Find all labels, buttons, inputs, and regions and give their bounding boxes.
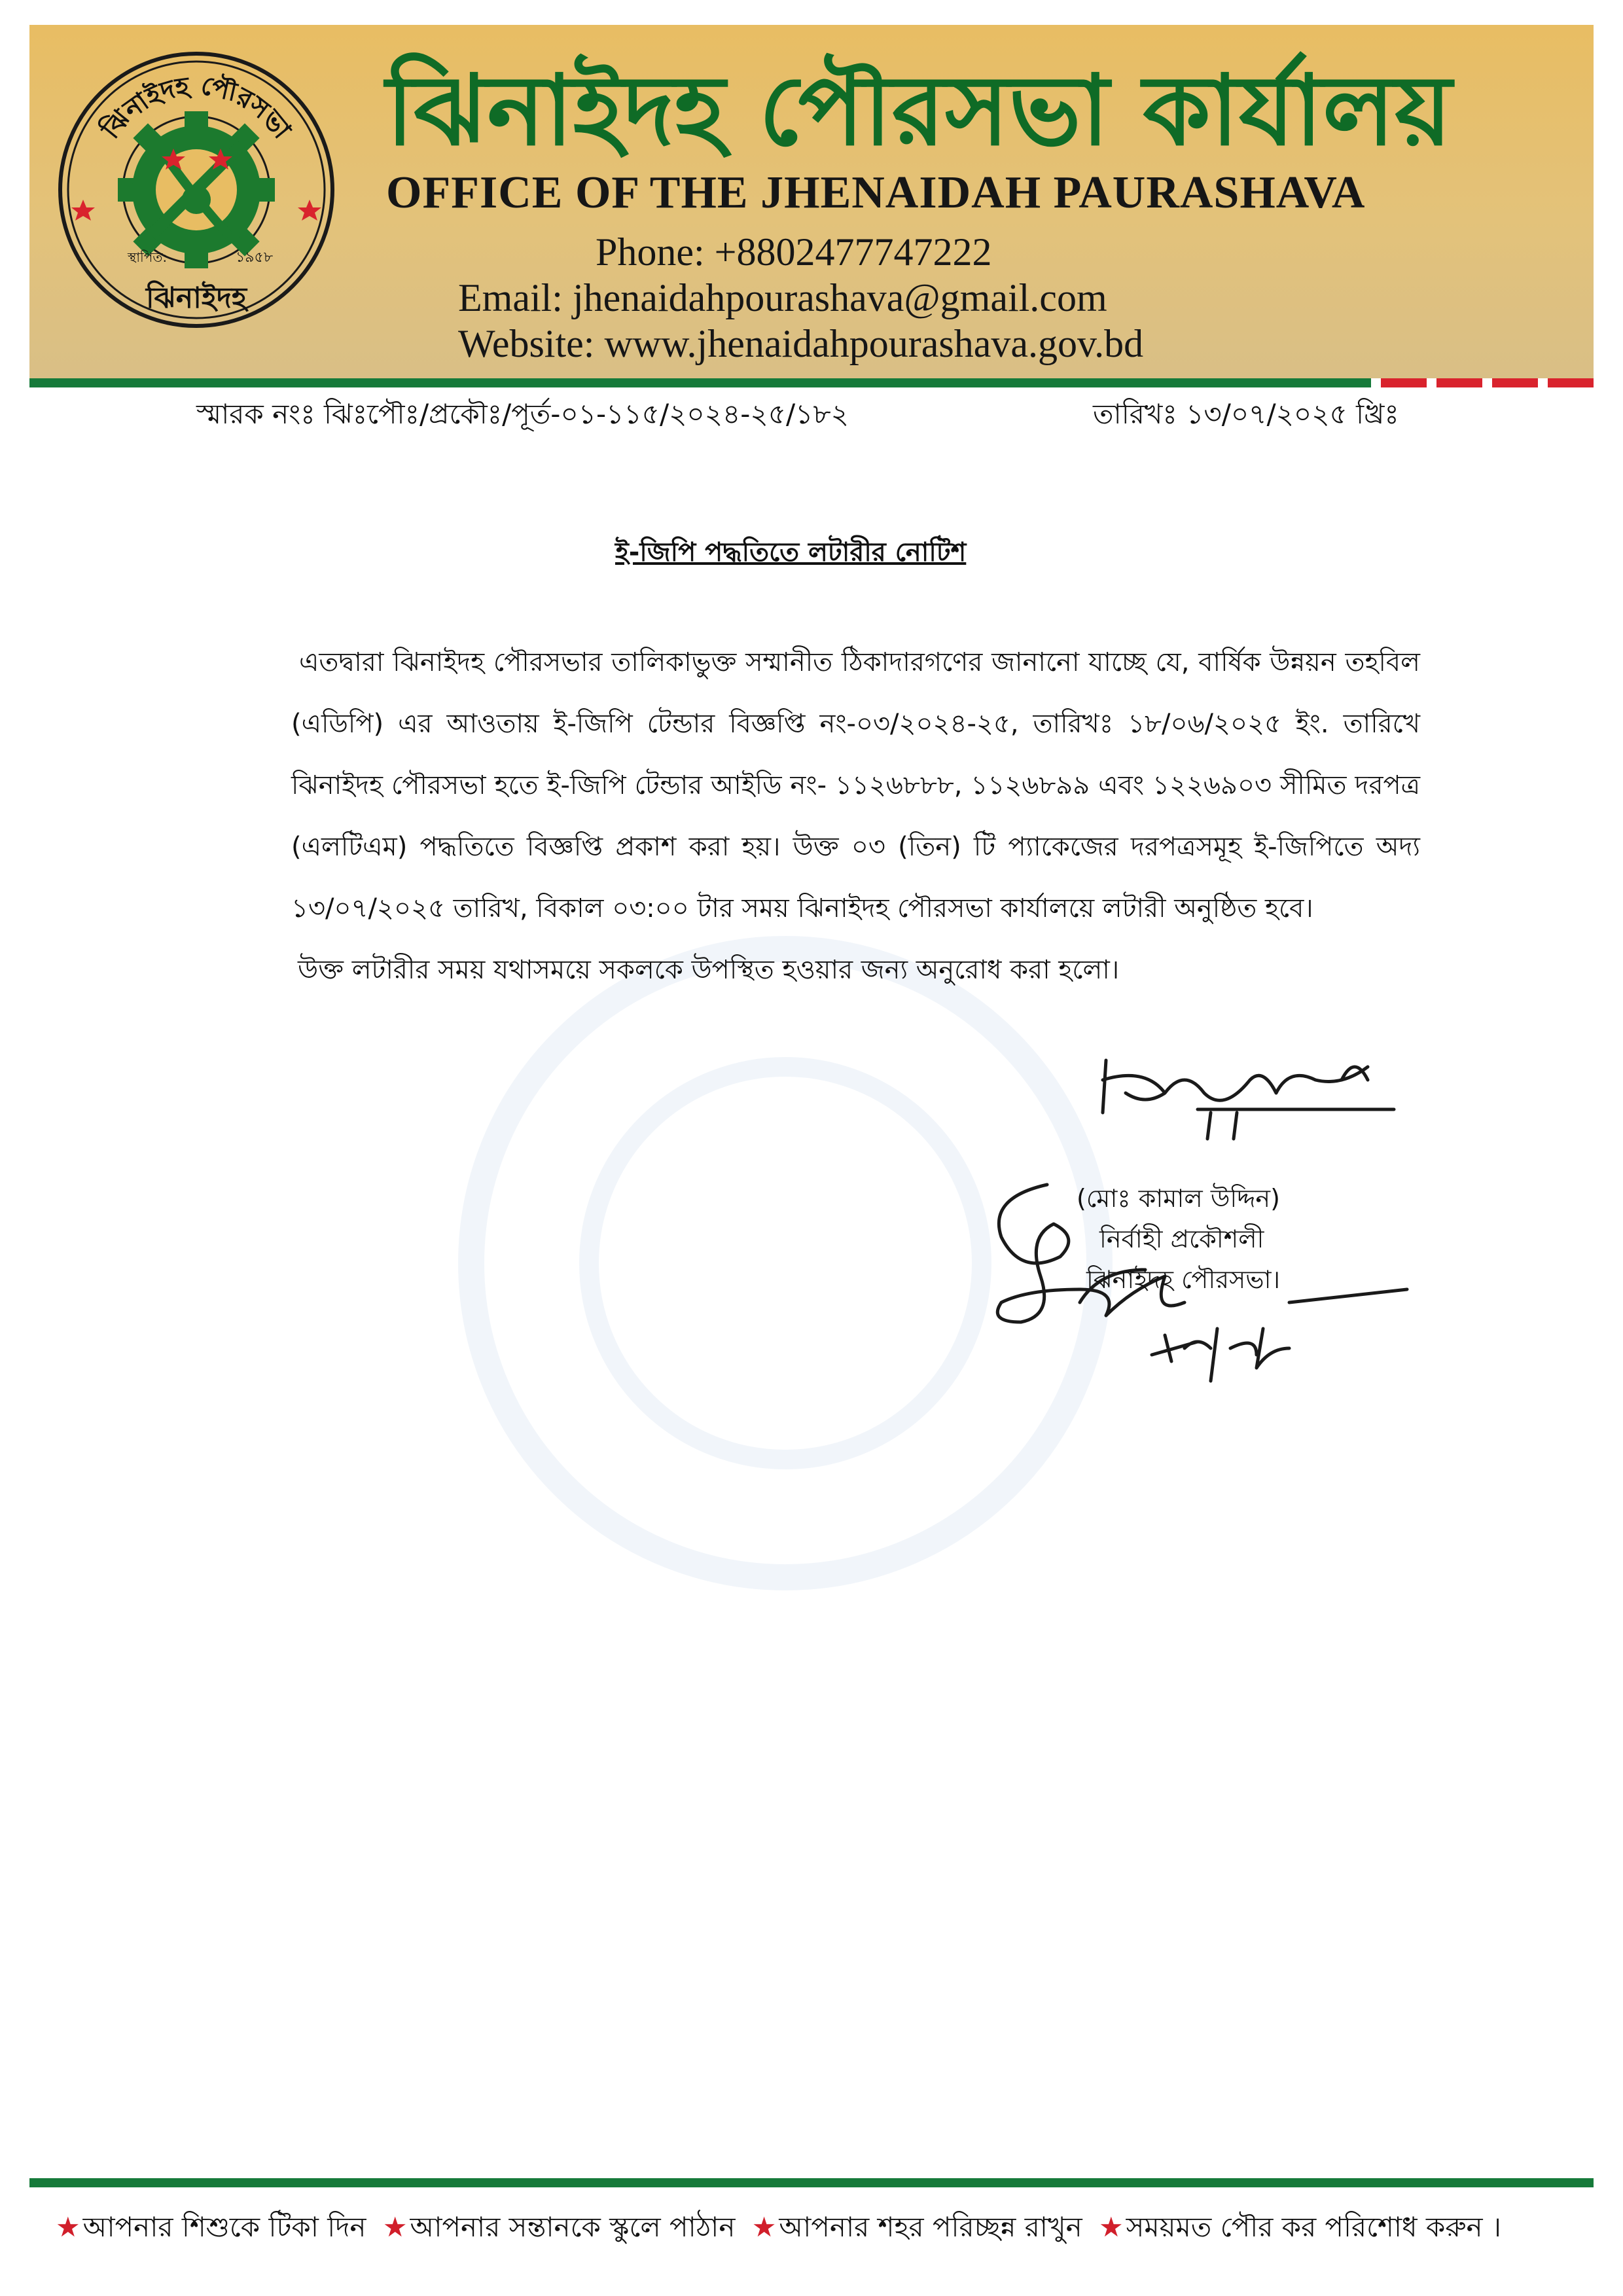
header-divider-red — [1548, 378, 1594, 387]
memo-reference: স্মারক নংঃ ঝিঃপৌঃ/প্রকৌঃ/পূর্ত-০১-১১৫/২০২৪-২৫/১৮২ — [196, 398, 849, 430]
header-divider-red — [1492, 378, 1538, 387]
footer-slogan: আপনার সন্তানকে স্কুলে পাঠান — [410, 2211, 736, 2243]
signatory-block — [1077, 1178, 1280, 1300]
notice-title: ই-জিপি পদ্ধতিতে লটারীর নোটিশ — [615, 537, 967, 567]
seal-established-label: স্থাপিত: — [128, 249, 168, 265]
star-icon: ★ — [1099, 2211, 1124, 2243]
signatory-office: ঝিনাইদহ পৌরসভা। — [1086, 1265, 1281, 1294]
phone-number: Phone: +8802477747222 — [596, 230, 992, 274]
header-divider-red — [1436, 378, 1482, 387]
footer-divider — [29, 2178, 1594, 2187]
footer-slogan: সময়মত পৌর কর পরিশোধ করুন । — [1126, 2211, 1501, 2243]
paurashava-seal-logo — [56, 49, 337, 331]
signatory-name: (মোঃ কামাল উদ্দিন) — [1077, 1184, 1280, 1213]
header-divider-red — [1381, 378, 1427, 387]
email-address: Email: jhenaidahpourashava@gmail.com — [458, 276, 1107, 319]
seal-established-year: ১৯৫৮ — [236, 249, 274, 266]
seal-text-bottom: ঝিনাইদহ — [145, 281, 247, 315]
contact-block — [458, 229, 1143, 367]
website-address: Website: www.jhenaidahpourashava.gov.bd — [458, 322, 1144, 365]
notice-paragraph: উক্ত লটারীর সময় যথাসময়ে সকলকে উপস্থিত হওয়ার জন্য অনুরোধ করা হলো। — [298, 955, 1120, 985]
star-icon: ★ — [56, 2211, 80, 2243]
footer-slogan: আপনার শহর পরিচ্ছন্ন রাখুন — [779, 2211, 1082, 2243]
header-divider-green — [29, 378, 1371, 387]
footer-slogan: আপনার শিশুকে টিকা দিন — [82, 2211, 366, 2243]
signatory-designation: নির্বাহী প্রকৌশলী — [1099, 1225, 1264, 1253]
memo-date: তারিখঃ ১৩/০৭/২০২৫ খ্রিঃ — [1093, 398, 1399, 430]
notice-body — [291, 632, 1420, 1001]
star-icon: ★ — [751, 2211, 777, 2243]
notice-paragraph: এতদ্বারা ঝিনাইদহ পৌরসভার তালিকাভুক্ত সম্মানীত ঠিকাদারগণের জানানো যাচ্ছে যে, বার্ষিক উন্নয়ন তহবিল (এডিপি) এর আওতায় ই-জিপি টেন্ডার বিজ্ঞপ্তি নং-০৩/২০২৪-২৫, তারিখঃ ১৮/০৬/২০২৫ ইং. তারিখে ঝিনাইদহ পৌরসভা হতে ই-জিপি টেন্ডার আইডি নং- ১১২৬৮৮৮, ১১২৬৮৯৯ এবং ১২২৬৯০৩ সীমিত দরপত্র (এলটিএম) পদ্ধতিতে বিজ্ঞপ্তি প্রকাশ করা হয়। উক্ত ০৩ (তিন) টি প্যাকেজের দরপত্রসমূহ ই-জিপিতে অদ্য ১৩/০৭/২০২৫ তারিখ, বিকাল ০৩:০০ টার সময় ঝিনাইদহ পৌরসভা কার্যালয়ে লটারী অনুষ্ঠিত হবে। — [291, 647, 1420, 924]
seal-text-top: ঝিনাইদহ পৌরসভা — [96, 70, 297, 145]
star-icon: ★ — [382, 2211, 408, 2243]
office-title-english: OFFICE OF THE JHENAIDAH PAURASHAVA — [386, 168, 1366, 218]
footer-slogans — [56, 2206, 1594, 2252]
office-title-bengali: ঝিনাইদহ পৌরসভা কার্যালয় — [386, 54, 1452, 167]
